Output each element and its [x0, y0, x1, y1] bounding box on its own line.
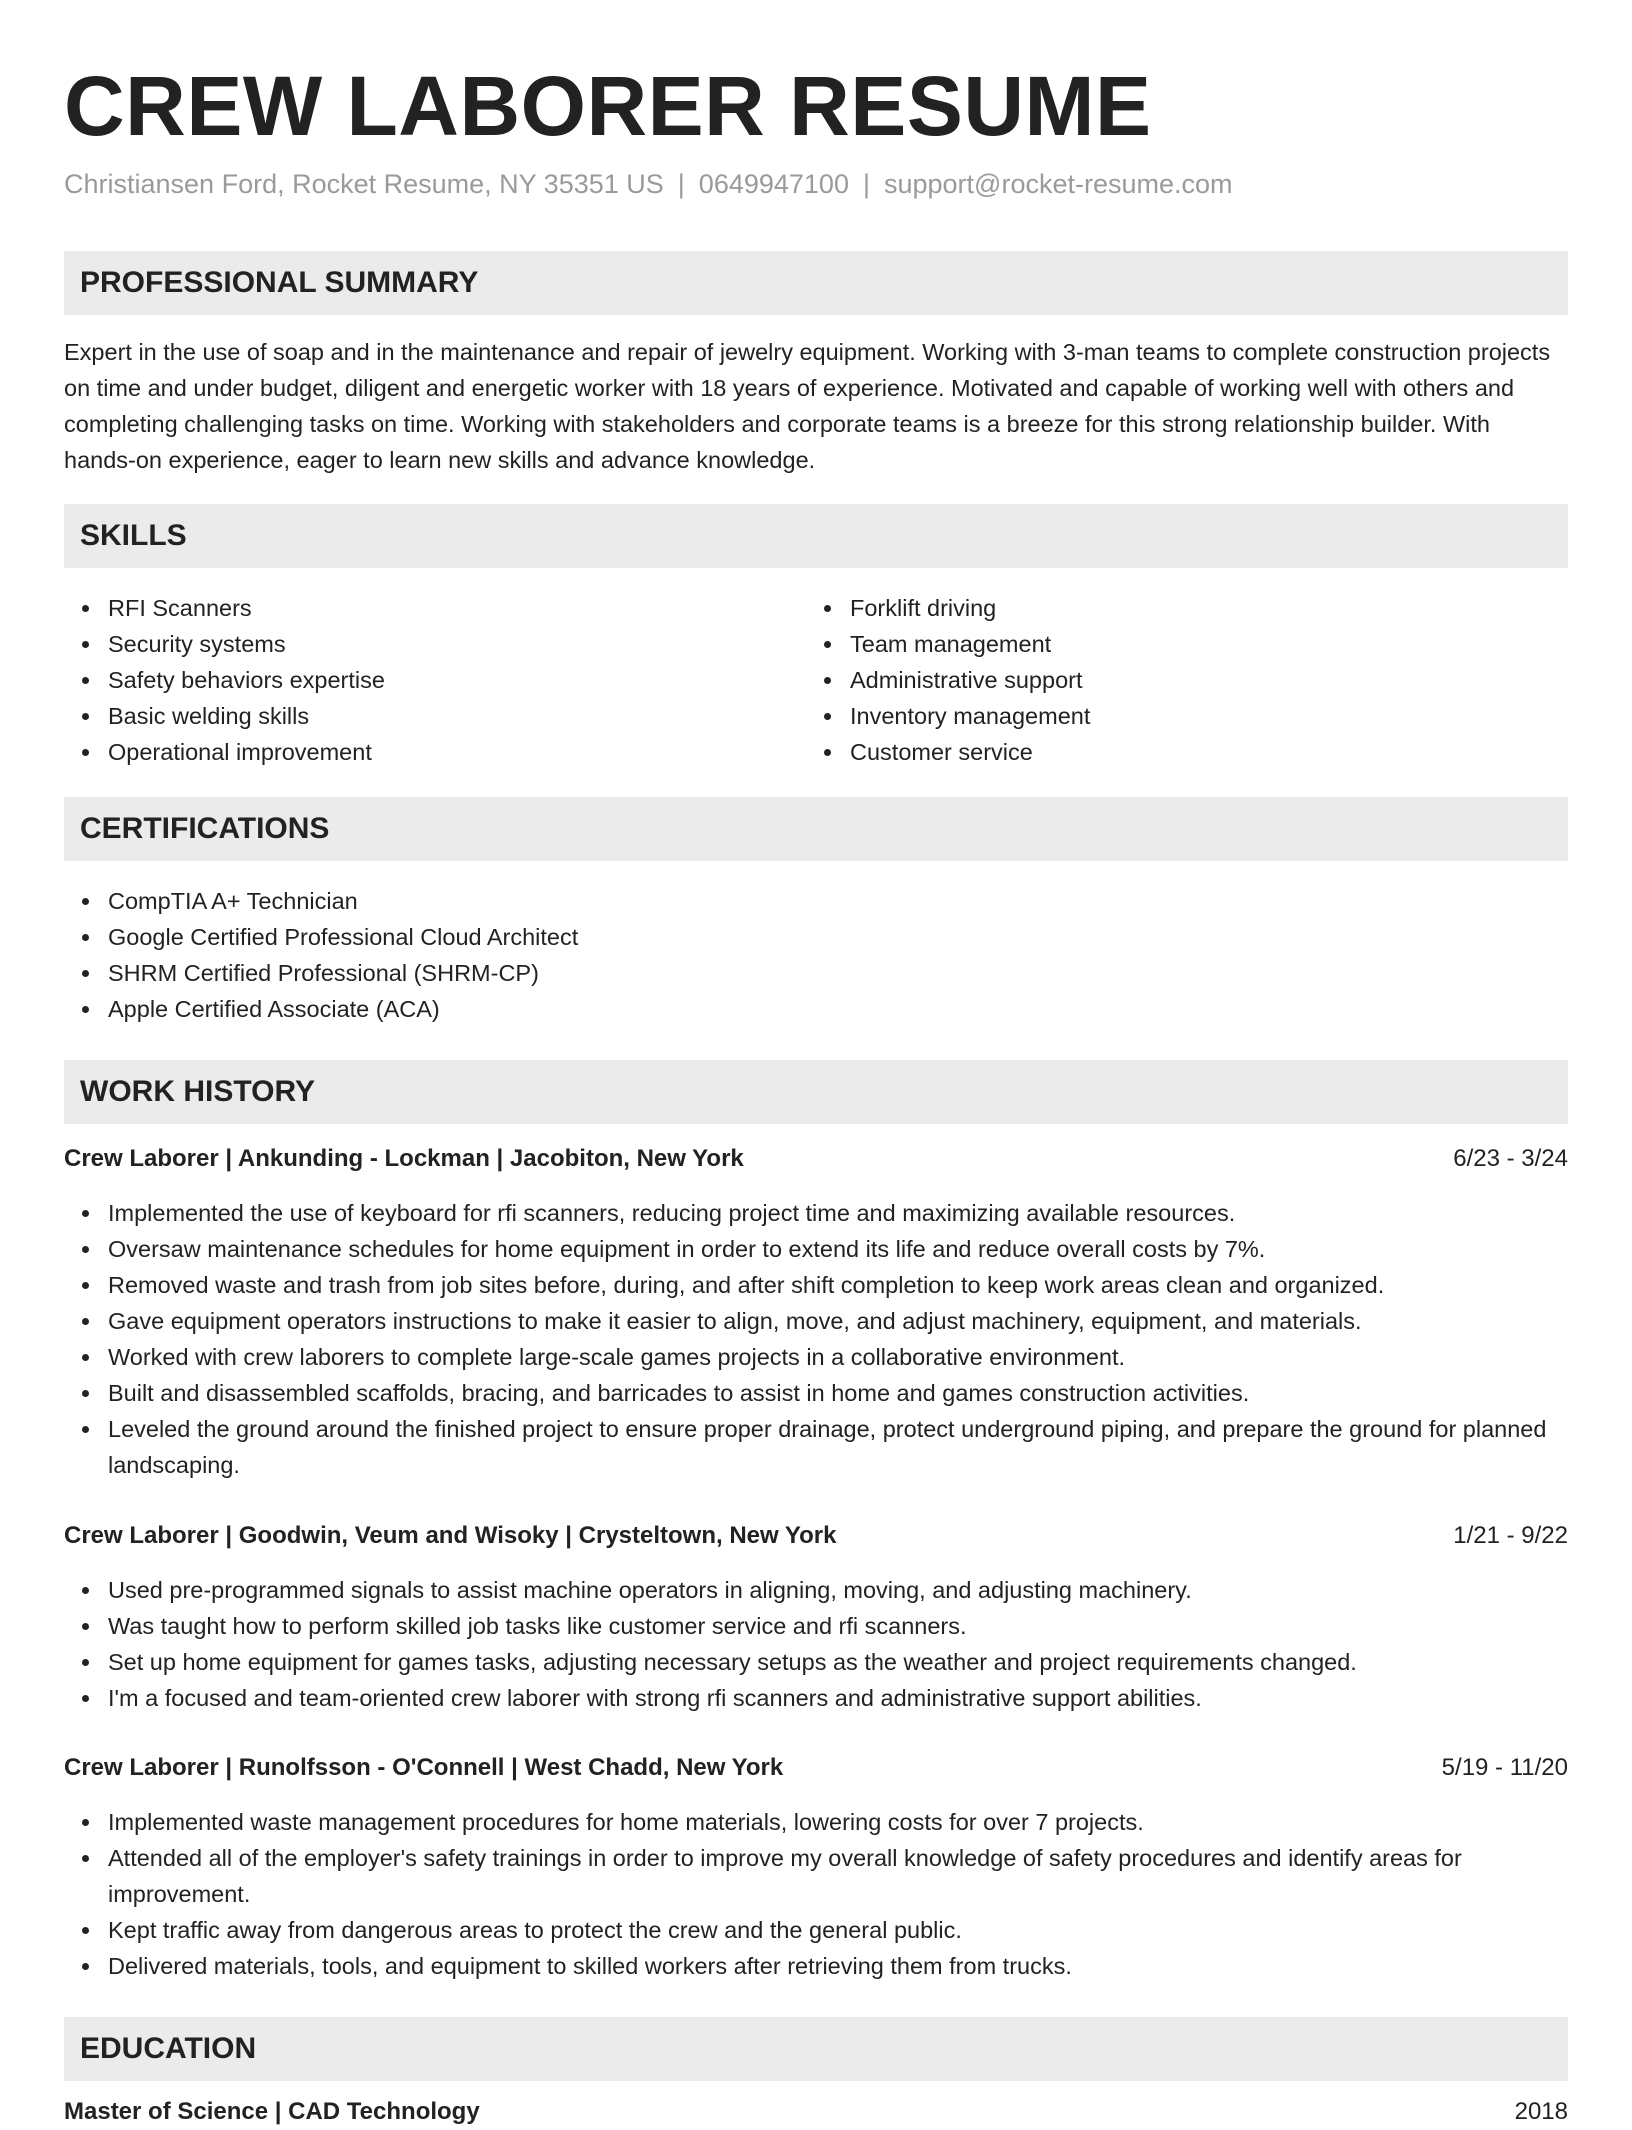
section-header-skills: SKILLS	[64, 504, 1568, 568]
job-bullets	[64, 1195, 1568, 1483]
certification-item: CompTIA A+ Technician	[108, 883, 1568, 919]
job-dates: 6/23 - 3/24	[1453, 1145, 1568, 1172]
education-degree: Master of Science | CAD Technology	[64, 2098, 480, 2125]
skills-column-right	[806, 590, 1546, 770]
job-header	[64, 1750, 1568, 1786]
job-bullet: Oversaw maintenance schedules for home equipment in order to extend its life and reduce overall costs by 7%.	[108, 1231, 1568, 1267]
certification-item: Apple Certified Associate (ACA)	[108, 991, 1568, 1027]
job-bullet: Delivered materials, tools, and equipment to skilled workers after retrieving them from trucks.	[108, 1948, 1568, 1984]
job-bullet: Was taught how to perform skilled job tasks like customer service and rfi scanners.	[108, 1608, 1568, 1644]
job-bullet: Kept traffic away from dangerous areas to protect the crew and the general public.	[108, 1912, 1568, 1948]
job-title: Crew Laborer | Ankunding - Lockman | Jacobiton, New York	[64, 1145, 744, 1172]
skill-item: Safety behaviors expertise	[108, 662, 804, 698]
job-bullet: Attended all of the employer's safety trainings in order to improve my overall knowledge of safety procedures and identify areas for improvement.	[108, 1840, 1568, 1912]
job-bullet: Implemented waste management procedures for home materials, lowering costs for over 7 projects.	[108, 1804, 1568, 1840]
certifications-list	[64, 883, 1568, 1027]
skill-item: RFI Scanners	[108, 590, 804, 626]
skill-item: Basic welding skills	[108, 698, 804, 734]
job-title: Crew Laborer | Goodwin, Veum and Wisoky | Crysteltown, New York	[64, 1522, 837, 1549]
certification-item: Google Certified Professional Cloud Architect	[108, 919, 1568, 955]
skills-column-left	[64, 590, 804, 770]
contact-separator: |	[862, 169, 870, 199]
job-bullet: I'm a focused and team-oriented crew laborer with strong rfi scanners and administrative support abilities.	[108, 1680, 1568, 1716]
job-bullet: Gave equipment operators instructions to make it easier to align, move, and adjust machinery, equipment, and materials.	[108, 1303, 1568, 1339]
certification-item: SHRM Certified Professional (SHRM-CP)	[108, 955, 1568, 991]
job-entry	[64, 1141, 1568, 1483]
contact-phone: 0649947100	[698, 169, 849, 199]
skills-list-right	[806, 590, 1546, 770]
job-bullet: Used pre-programmed signals to assist machine operators in aligning, moving, and adjusting machinery.	[108, 1572, 1568, 1608]
skill-item: Security systems	[108, 626, 804, 662]
contact-line	[64, 166, 1233, 202]
contact-separator: |	[677, 169, 685, 199]
section-header-summary: PROFESSIONAL SUMMARY	[64, 251, 1568, 315]
resume-title: CREW LABORER RESUME	[64, 59, 1152, 153]
education-year: 2018	[1514, 2098, 1568, 2125]
job-header	[64, 1141, 1568, 1177]
contact-email: support@rocket-resume.com	[883, 169, 1233, 199]
section-header-work-history: WORK HISTORY	[64, 1060, 1568, 1124]
job-bullet: Leveled the ground around the finished project to ensure proper drainage, protect underground piping, and prepare the ground for planned landscaping.	[108, 1411, 1568, 1483]
skill-item: Operational improvement	[108, 734, 804, 770]
skill-item: Team management	[850, 626, 1546, 662]
job-dates: 5/19 - 11/20	[1441, 1754, 1568, 1781]
contact-address: Christiansen Ford, Rocket Resume, NY 35351 US	[64, 169, 664, 199]
job-entry	[64, 1750, 1568, 1984]
job-bullet: Worked with crew laborers to complete large-scale games projects in a collaborative environment.	[108, 1339, 1568, 1375]
section-header-education: EDUCATION	[64, 2017, 1568, 2081]
job-bullet: Built and disassembled scaffolds, bracing, and barricades to assist in home and games construction activities.	[108, 1375, 1568, 1411]
job-title: Crew Laborer | Runolfsson - O'Connell | West Chadd, New York	[64, 1754, 784, 1781]
skill-item: Forklift driving	[850, 590, 1546, 626]
summary-text: Expert in the use of soap and in the maintenance and repair of jewelry equipment. Working with 3-man teams to complete construction projects on time and under budget, diligent and energetic worker with 18 years of experience. Motivated and capable of working well with others and completing challenging tasks on time. Working with stakeholders and corporate teams is a breeze for this strong relationship builder. With hands-on experience, eager to learn new skills and advance knowledge.	[64, 339, 1551, 473]
skill-item: Customer service	[850, 734, 1546, 770]
section-header-certifications: CERTIFICATIONS	[64, 797, 1568, 861]
job-entry	[64, 1518, 1568, 1716]
job-dates: 1/21 - 9/22	[1453, 1522, 1568, 1549]
job-header	[64, 1518, 1568, 1554]
job-bullets	[64, 1572, 1568, 1716]
skill-item: Inventory management	[850, 698, 1546, 734]
job-bullets	[64, 1804, 1568, 1984]
job-bullet: Removed waste and trash from job sites before, during, and after shift completion to keep work areas clean and organized.	[108, 1267, 1568, 1303]
skills-list-left	[64, 590, 804, 770]
education-entry	[64, 2094, 1568, 2130]
job-bullet: Set up home equipment for games tasks, adjusting necessary setups as the weather and project requirements changed.	[108, 1644, 1568, 1680]
job-bullet: Implemented the use of keyboard for rfi scanners, reducing project time and maximizing available resources.	[108, 1195, 1568, 1231]
skill-item: Administrative support	[850, 662, 1546, 698]
